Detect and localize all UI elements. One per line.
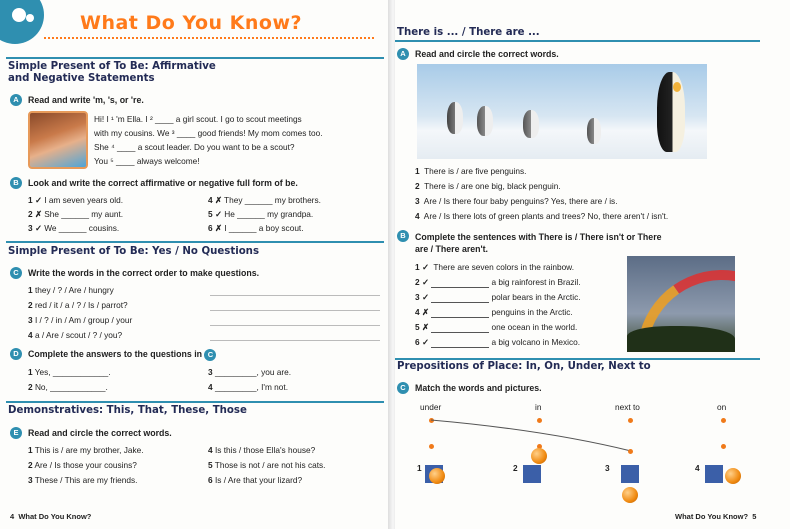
preposition-word: on: [717, 402, 727, 412]
activity-badge: E: [10, 427, 22, 439]
exercise-item: 4 Is this / those Ella's house?: [208, 445, 316, 455]
exercise-item: 5 ✗ one ocean in the world.: [415, 322, 578, 332]
activity-badge: C: [10, 267, 22, 279]
exercise-item: 1 ✓ I am seven years old.: [28, 195, 124, 205]
activity-badge: C: [397, 382, 409, 394]
exercise-item: 1 This is / are my brother, Jake.: [28, 445, 144, 455]
passage-line: Hi! I ¹ 'm Ella. I ² ____ a girl scout. I go to scout meetings: [94, 114, 302, 124]
passage-line: with my cousins. We ³ ____ good friends! My mom comes too.: [94, 128, 323, 138]
exercise-item: 6 Is / Are that your lizard?: [208, 475, 303, 485]
section-rule: [395, 40, 760, 42]
match-dot: [628, 449, 633, 454]
exercise-item: 3 _________, you are.: [208, 367, 292, 377]
rainbow-photo: [627, 256, 735, 352]
decorative-circle-icon: [0, 0, 44, 44]
exercise-item: 1 ✓ There are seven colors in the rainbow.: [415, 262, 575, 272]
box-icon: [621, 465, 639, 483]
exercise-item: 4 _________, I'm not.: [208, 382, 289, 392]
penguin-icon: [673, 82, 681, 92]
write-line: [210, 310, 380, 311]
box-icon: [705, 465, 723, 483]
page-title: What Do You Know?: [80, 12, 303, 34]
girl-photo: [28, 111, 88, 169]
section-heading: Simple Present of To Be: Affirmative and Negative Statements: [8, 61, 216, 84]
exercise-item: 4 ✗ penguins in the Arctic.: [415, 307, 573, 317]
penguin-icon: [477, 106, 493, 136]
page-footer: 4 What Do You Know?: [10, 512, 92, 521]
ball-icon: [622, 487, 638, 503]
title-dotted-rule: [44, 37, 374, 39]
penguin-icon: [657, 72, 685, 152]
activity-instruction: Look and write the correct affirmative or negative full form of be.: [28, 178, 298, 188]
section-rule: [6, 401, 384, 403]
exercise-item: 6 ✗ I ______ a boy scout.: [208, 223, 304, 233]
ball-icon: [725, 468, 741, 484]
exercise-item: 3 ✓ We ______ cousins.: [28, 223, 120, 233]
exercise-item: 5 Those is not / are not his cats.: [208, 460, 326, 470]
exercise-item: 3 ✓ polar bears in the Arctic.: [415, 292, 581, 302]
match-dot: [721, 444, 726, 449]
activity-badge: A: [397, 48, 409, 60]
exercise-item: 3 I / ? / in / Am / group / your: [28, 315, 133, 325]
exercise-item: 3 These / This are my friends.: [28, 475, 138, 485]
activity-instruction: Complete the sentences with There is / There isn't or There are / There aren't.: [415, 232, 662, 254]
section-heading: Demonstratives: This, That, These, Those: [8, 405, 247, 416]
exercise-item: 4 ✗ They ______ my brothers.: [208, 195, 321, 205]
write-line: [210, 295, 380, 296]
activity-badge: B: [397, 230, 409, 242]
passage-line: You ⁵ ____ always welcome!: [94, 156, 200, 166]
preposition-word: in: [535, 402, 542, 412]
section-rule: [6, 57, 384, 59]
exercise-item: 2 ✓ a big rainforest in Brazil.: [415, 277, 581, 287]
activity-instruction: Match the words and pictures.: [415, 383, 542, 393]
decorative-dot-icon: [26, 14, 34, 22]
penguin-icon: [523, 110, 539, 138]
penguins-photo: [417, 64, 707, 159]
exercise-item: 1 they / ? / Are / hungry: [28, 285, 114, 295]
write-line: [210, 340, 380, 341]
activity-instruction: Read and write 'm, 's, or 're.: [28, 95, 144, 105]
activity-badge: D: [10, 348, 22, 360]
penguin-icon: [447, 102, 463, 134]
ball-icon: [531, 448, 547, 464]
exercise-item: 1 There is / are five penguins.: [415, 166, 527, 176]
exercise-item: 2 No, ____________.: [28, 382, 108, 392]
section-heading: There is ... / There are ...: [397, 27, 540, 38]
preposition-word: under: [420, 402, 442, 412]
activity-instruction: Complete the answers to the questions in C: [28, 349, 216, 361]
ball-icon: [429, 468, 445, 484]
passage-line: She ⁴ ____ a scout leader. Do you want to be a scout?: [94, 142, 295, 152]
activity-badge: B: [10, 177, 22, 189]
match-dot: [429, 444, 434, 449]
exercise-item: 2 Are / Is those your cousins?: [28, 460, 137, 470]
right-page: [395, 0, 790, 529]
activity-badge: A: [10, 94, 22, 106]
exercise-item: 2 ✗ She ______ my aunt.: [28, 209, 124, 219]
box-icon: [523, 465, 541, 483]
page-footer: What Do You Know? 5: [675, 512, 757, 521]
match-dot: [721, 418, 726, 423]
activity-instruction: Write the words in the correct order to make questions.: [28, 268, 260, 278]
exercise-item: 2 There is / are one big, black penguin.: [415, 181, 561, 191]
preposition-word: next to: [615, 402, 640, 412]
exercise-item: 1 Yes, ____________.: [28, 367, 111, 377]
exercise-item: 6 ✓ a big volcano in Mexico.: [415, 337, 581, 347]
exercise-item: 3 Are / Is there four baby penguins? Yes, there are / is.: [415, 196, 618, 206]
exercise-item: 5 ✓ He ______ my grandpa.: [208, 209, 314, 219]
write-line: [210, 325, 380, 326]
penguin-icon: [587, 118, 601, 144]
picture-number: 3: [605, 463, 610, 473]
exercise-item: 4 a / Are / scout / ? / you?: [28, 330, 123, 340]
exercise-item: 4 Are / Is there lots of green plants and trees? No, there aren't / isn't.: [415, 211, 669, 221]
section-rule: [6, 241, 384, 243]
activity-instruction: Read and circle the correct words.: [28, 428, 172, 438]
left-page: [0, 0, 391, 529]
picture-number: 4: [695, 463, 700, 473]
section-heading: Prepositions of Place: In, On, Under, Next to: [397, 361, 651, 372]
exercise-item: 2 red / it / a / ? / Is / parrot?: [28, 300, 128, 310]
picture-number: 2: [513, 463, 518, 473]
tree-line: [627, 326, 735, 352]
activity-instruction: Read and circle the correct words.: [415, 49, 559, 59]
picture-number: 1: [417, 463, 422, 473]
section-rule: [395, 358, 760, 360]
section-heading: Simple Present of To Be: Yes / No Questions: [8, 246, 260, 257]
decorative-dot-icon: [12, 8, 26, 22]
